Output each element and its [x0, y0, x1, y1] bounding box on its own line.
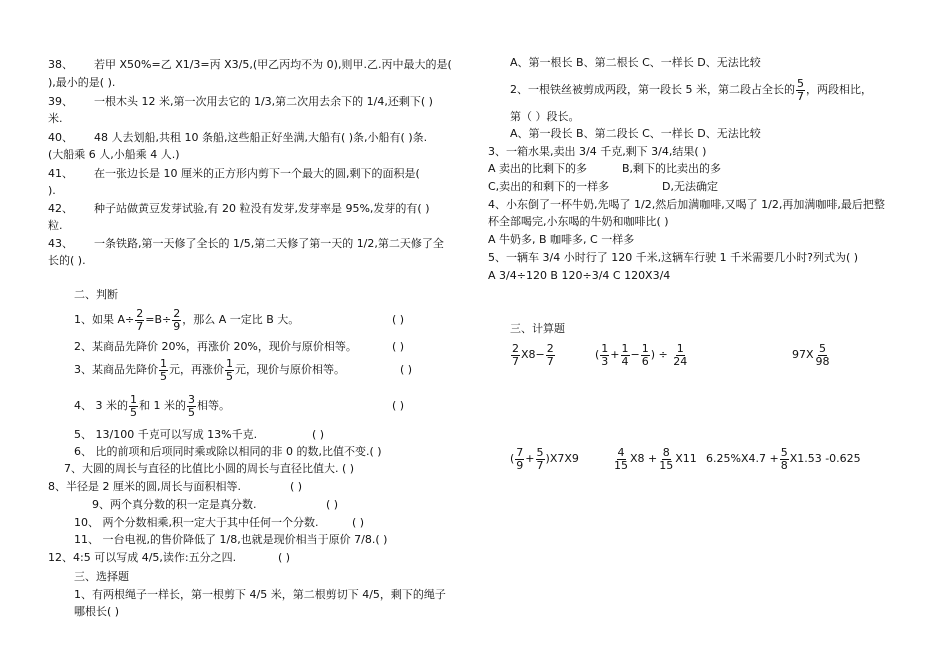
answer-paren: ( ): [400, 363, 413, 376]
choice-2-options: A、第一段长 B、第二段长 C、一样长 D、无法比较: [510, 127, 761, 140]
judge-item-5: 5、 13/100 千克可以写成 13%千克.: [74, 428, 258, 441]
fraction: $\frac{3}{5}$: [188, 392, 195, 419]
section-heading-calc: 三、计算题: [510, 322, 565, 335]
judge-item-2: 2、某商品先降价 20%，再涨价 20%，现价与原价相等。: [74, 340, 357, 353]
choice-item-4: 4、小东倒了一杯牛奶,先喝了 1/2,然后加满咖啡,又喝了 1/2,再加满咖啡,最后把整: [488, 198, 885, 211]
answer-paren: ( ): [392, 313, 405, 326]
question-number: 39、: [48, 95, 73, 108]
judge-text: 和 1 米的: [139, 399, 186, 412]
question-text: 种子站做黄豆发芽试验,有 20 粒没有发芽,发芽率是 95%,发芽的有( ): [94, 202, 430, 215]
judge-text: 4、 3 米的: [74, 399, 128, 412]
judge-text: ，那么 A 一定比 B 大。: [182, 313, 300, 326]
choice-item-1: 1、有两根绳子一样长，第一根剪下 4/5 米，第二根剪切下 4/5，剩下的绳子: [74, 588, 446, 601]
fraction: $\frac{2}{9}$: [173, 306, 181, 333]
calc-text: X8−: [521, 348, 545, 361]
calc-item-3: 97X $\frac{5}{98}$: [792, 341, 830, 368]
section-heading-choice: 三、选择题: [74, 570, 129, 583]
choice-1-options: A、第一根长 B、第二根长 C、一样长 D、无法比较: [510, 56, 761, 69]
question-text: 一条铁路,第一天修了全长的 1/5,第二天修了第一天的 1/2,第二天修了全: [94, 237, 444, 250]
choice-item-4-cont: 杯全部喝完,小东喝的牛奶和咖啡比( ): [488, 215, 669, 228]
question-number: 38、: [48, 58, 73, 71]
fraction: $\frac{2}{7}$: [546, 341, 554, 368]
judge-item-9: 9、两个真分数的积一定是真分数.: [92, 498, 257, 511]
fraction: $\frac{1}{4}$: [621, 341, 629, 368]
calc-item-2: ( $\frac{1}{3}$ + $\frac{1}{4}$ − $\frac{1}{6}$ ) ÷ $\frac{1}{24}$: [595, 341, 688, 368]
calc-item-1: [510, 340, 556, 370]
fraction: $\frac{1}{6}$: [641, 341, 649, 368]
choice-3-option-b: B,剩下的比卖出的多: [622, 162, 722, 175]
judge-item-6: 6、 比的前项和后项同时乘或除以相同的非 0 的数,比值不变.( ): [74, 445, 382, 458]
answer-paren: ( ): [392, 340, 405, 353]
choice-4-options: A 牛奶多, B 咖啡多, C 一样多: [488, 233, 635, 246]
judge-item-4: [74, 392, 230, 420]
fraction: $\frac{5}{8}$: [780, 445, 788, 472]
choice-text: ，两段相比，: [806, 83, 872, 96]
question-text-cont: 米.: [48, 112, 63, 125]
choice-item-2: [510, 76, 872, 104]
answer-paren: ( ): [290, 480, 303, 493]
answer-paren: ( ): [312, 428, 325, 441]
question-text-cont: 长的( ).: [48, 254, 86, 267]
fraction: $\frac{5}{7}$: [797, 76, 804, 103]
choice-item-1-cont: 哪根长( ): [74, 605, 120, 618]
judge-item-8: 8、半径是 2 厘米的圆,周长与面积相等.: [48, 480, 241, 493]
judge-item-3: [74, 356, 345, 384]
calc-item-4: ( $\frac{7}{9}$ + $\frac{5}{7}$ )X7X9: [510, 445, 579, 472]
judge-text: =B÷: [145, 313, 172, 326]
fraction: $\frac{1}{5}$: [226, 356, 233, 383]
answer-paren: ( ): [392, 399, 405, 412]
question-number: 41、: [48, 167, 73, 180]
question-text-cont: ).: [48, 184, 56, 197]
fraction: $\frac{1}{3}$: [601, 341, 609, 368]
choice-text: 2、一根铁丝被剪成两段，第一段长 5 米，第二段占全长的: [510, 83, 795, 96]
choice-item-3: 3、一箱水果,卖出 3/4 千克,剩下 3/4,结果( ): [488, 145, 707, 158]
fraction: $\frac{1}{5}$: [160, 356, 167, 383]
judge-item-12: 12、4:5 可以写成 4/5,读作:五分之四.: [48, 551, 237, 564]
answer-paren: ( ): [352, 516, 365, 529]
fraction: $\frac{5}{7}$: [536, 445, 544, 472]
choice-5-options: A 3/4÷120 B 120÷3/4 C 120X3/4: [488, 269, 671, 282]
question-text-cont: 粒.: [48, 219, 63, 232]
judge-text: 元，现价与原价相等。: [235, 363, 345, 376]
judge-item-7: 7、大圆的周长与直径的比值比小圆的周长与直径比值大. ( ): [64, 462, 355, 475]
judge-item-10: 10、 两个分数相乘,积一定大于其中任何一个分数.: [74, 516, 319, 529]
answer-paren: ( ): [326, 498, 339, 511]
fraction: $\frac{2}{7}$: [136, 306, 144, 333]
judge-text: 相等。: [197, 399, 230, 412]
fraction: $\frac{8}{15}$: [659, 445, 674, 472]
judge-text: 3、某商品先降价: [74, 363, 158, 376]
question-number: 42、: [48, 202, 73, 215]
question-text: 若甲 X50%=乙 X1/3=丙 X3/5,(甲乙丙均不为 0),则甲.乙.丙中最大的是(: [94, 58, 452, 71]
choice-item-2-cont: 第（ ）段长。: [510, 110, 580, 123]
calc-item-6: 6.25%X4.7 + $\frac{5}{8}$ X1.53 -0.625: [706, 445, 861, 472]
question-text: 在一张边长是 10 厘米的正方形内剪下一个最大的圆,剩下的面积是(: [94, 167, 420, 180]
fraction: $\frac{2}{7}$: [512, 341, 519, 368]
judge-text: 元，再涨价: [169, 363, 224, 376]
choice-3-option-d: D,无法确定: [662, 180, 718, 193]
fraction: $\frac{1}{24}$: [673, 341, 688, 368]
calc-item-5: $\frac{4}{15}$ X8 + $\frac{8}{15}$ X11: [614, 445, 697, 472]
question-number: 43、: [48, 237, 73, 250]
choice-item-5: 5、一辆车 3/4 小时行了 120 千米,这辆车行驶 1 千米需要几小时?列式为( ): [488, 251, 859, 264]
question-text-cont: ),最小的是( ).: [48, 76, 116, 89]
judge-item-1: [74, 306, 299, 334]
fraction: $\frac{5}{98}$: [815, 341, 830, 368]
question-text: 48 人去划船,共租 10 条船,这些船正好坐满,大船有( )条,小船有( )条.: [94, 131, 428, 144]
question-text: 一根木头 12 米,第一次用去它的 1/3,第二次用去余下的 1/4,还剩下( ): [94, 95, 433, 108]
fraction: $\frac{7}{9}$: [516, 445, 524, 472]
choice-3-option-c: C,卖出的和剩下的一样多: [488, 180, 610, 193]
section-heading-judge: 二、判断: [74, 288, 118, 301]
answer-paren: ( ): [278, 551, 291, 564]
fraction: $\frac{1}{5}$: [130, 392, 137, 419]
question-text-cont: (大船乘 6 人,小船乘 4 人.): [48, 148, 180, 161]
fraction: $\frac{4}{15}$: [614, 445, 628, 472]
question-number: 40、: [48, 131, 73, 144]
choice-3-option-a: A 卖出的比剩下的多: [488, 162, 588, 175]
judge-item-11: 11、 一台电视,的售价降低了 1/8,也就是现价相当于原价 7/8.( ): [74, 533, 388, 546]
judge-text: 1、如果 A÷: [74, 313, 135, 326]
